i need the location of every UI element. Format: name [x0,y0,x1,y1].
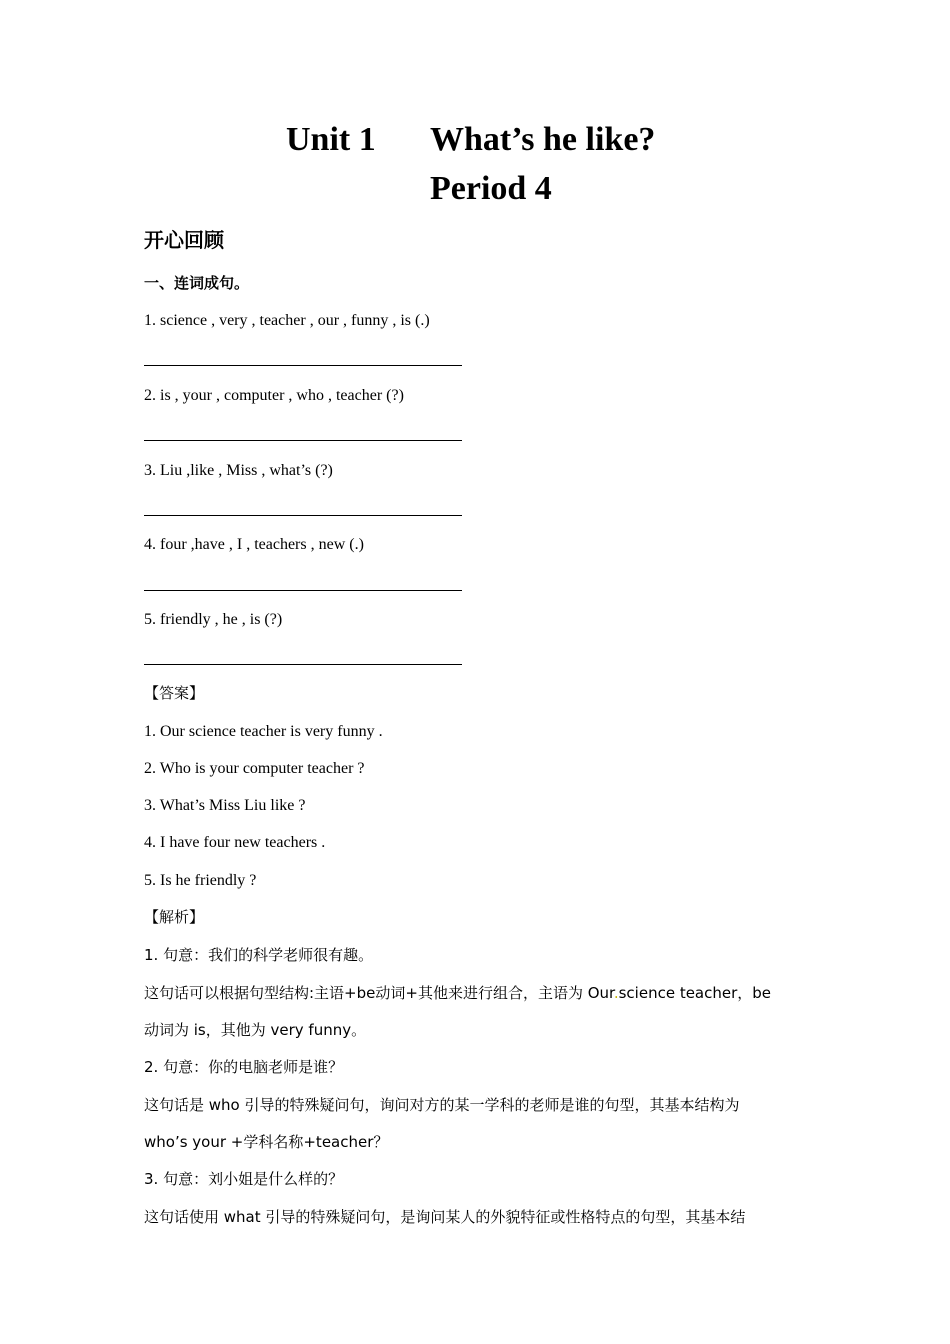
analysis-heading: 【解析】 [144,908,205,926]
question-3: 3. Liu ,like , Miss , what’s (?) [144,462,333,479]
page-subtitle: Period 4 [430,170,552,207]
analysis-line-2-part-1: 这句话可以根据句型结构:主语+be动词+其他来进行组合，主语为 Our [144,984,614,1002]
analysis-line-6: who’s your +学科名称+teacher？ [144,1133,389,1151]
analysis-dot-mark: . [613,984,619,1002]
analysis-line-8: 这句话使用 what 引导的特殊疑问句，是询问某人的外貌特征或性格特点的句型，其基本结 [144,1208,746,1226]
answer-heading: 【答案】 [144,684,205,702]
analysis-line-2-part-2: science teacher，be [618,984,772,1002]
title-unit: Unit 1 [286,121,376,158]
answer-item-3: 3. What’s Miss Liu like ? [144,797,306,814]
section-heading: 开心回顾 [144,228,224,252]
answer-blank-5[interactable] [144,664,462,665]
answer-item-2: 2. Who is your computer teacher ? [144,760,365,777]
answer-item-1: 1. Our science teacher is very funny . [144,723,383,740]
answer-blank-4[interactable] [144,590,462,591]
analysis-line-5: 这句话是 who 引导的特殊疑问句，询问对方的某一学科的老师是谁的句型，其基本结构为 [144,1096,740,1114]
answer-blank-2[interactable] [144,440,462,441]
answer-item-4: 4. I have four new teachers . [144,834,326,851]
question-4: 4. four ,have , I , teachers , new (.) [144,536,364,553]
question-5: 5. friendly , he , is (?) [144,611,283,628]
analysis-line-2 [144,982,771,1004]
analysis-line-3: 动词为 is，其他为 very funny。 [144,1021,367,1039]
analysis-line-7: 3. 句意：刘小姐是什么样的？ [144,1170,344,1188]
question-2: 2. is , your , computer , who , teacher (?) [144,387,404,404]
analysis-line-4: 2. 句意：你的电脑老师是谁？ [144,1058,344,1076]
answer-blank-3[interactable] [144,515,462,516]
question-1: 1. science , very , teacher , our , funny , is (.) [144,312,430,329]
answer-item-5: 5. Is he friendly ? [144,872,257,889]
exercise-heading: 一、连词成句。 [144,274,250,292]
analysis-line-1: 1. 句意：我们的科学老师很有趣。 [144,946,374,964]
answer-blank-1[interactable] [144,365,462,366]
title-topic: What’s he like? [430,121,656,158]
